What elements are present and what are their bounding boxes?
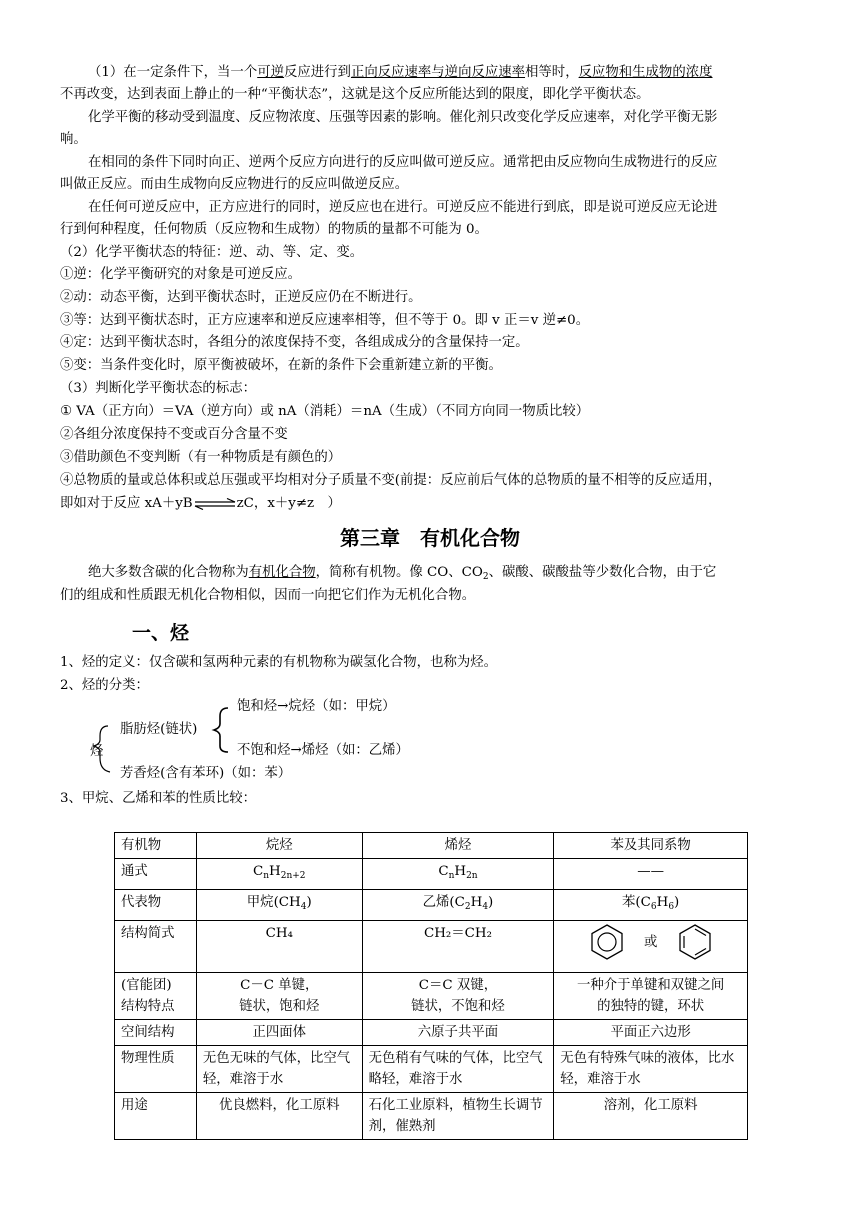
- chapter-intro: 绝大多数含碳的化合物称为有机化合物，简称有机物。像 CO、$CO_2$、碳酸、碳酸盐等少数化合物，由于它: [88, 565, 717, 582]
- section-heading: 一、烃: [132, 622, 190, 644]
- paragraph-line: 行到何种程度，任何物质（反应物和生成物）的物质的量都不可能为 0。: [60, 222, 488, 237]
- row-label: 物理性质: [115, 1046, 197, 1093]
- table-row: [115, 890, 748, 921]
- struct-alkane: CH₄: [196, 921, 362, 973]
- feature-item: ②动：动态平衡，达到平衡状态时，正逆反应仍在不断进行。: [60, 290, 422, 305]
- table-row: [115, 833, 748, 859]
- phys-benzene: 无色有特殊气味的液体，比水轻，难溶于水: [554, 1046, 748, 1093]
- paragraph-factors: 化学平衡的移动受到温度、反应物浓度、压强等因素的影响。催化剂只改变化学反应速率，对化学平衡无影: [88, 110, 718, 125]
- rep-alkene: 乙烯$(C_2H_4)$: [362, 890, 554, 921]
- class-unsaturated: 不饱和烃→烯烃（如：乙烯）: [237, 743, 409, 758]
- criteria-reaction-line: 即如对于反应 xA＋yB zC，x＋y≠z ）: [60, 496, 341, 511]
- phys-alkene: 无色稍有气味的气体，比空气略轻，难溶于水: [362, 1046, 554, 1093]
- row-label: 通式: [115, 859, 197, 890]
- reversible-arrow-icon: [193, 498, 237, 510]
- class-saturated: 饱和烃→烷烃（如：甲烷）: [237, 699, 396, 714]
- paragraph-line: 响。: [60, 132, 87, 147]
- rep-benzene: 苯$(C_6H_6)$: [554, 890, 748, 921]
- table-row: [115, 859, 748, 890]
- table-row: [115, 973, 748, 1020]
- table-header: 苯及其同系物: [554, 833, 748, 859]
- row-label: (官能团) 结构特点: [115, 973, 197, 1020]
- feature-item: ①逆：化学平衡研究的对象是可逆反应。: [60, 267, 302, 282]
- fg-alkane: C－C 单键， 链状，饱和烃: [196, 973, 362, 1020]
- row-label: 用途: [115, 1093, 197, 1140]
- table-row: [115, 1093, 748, 1140]
- table-row: [115, 1020, 748, 1046]
- formula-alkene: $C_nH_{2n}$: [362, 859, 554, 890]
- struct-benzene: 或: [554, 921, 748, 973]
- phys-alkane: 无色无味的气体，比空气轻，难溶于水: [196, 1046, 362, 1093]
- space-alkene: 六原子共平面: [362, 1020, 554, 1046]
- underline-reversible: 可逆: [257, 65, 284, 80]
- underline-concentration: 反应物和生成物的浓度: [578, 65, 713, 80]
- table-row: [115, 921, 748, 973]
- criteria-item: ① VA（正方向）＝VA（逆方向）或 nA（消耗）＝nA（生成）（不同方向同一物质比较）: [60, 404, 590, 419]
- table-row: [115, 1046, 748, 1093]
- class-aromatic: 芳香烃(含有苯环)（如：苯）: [120, 766, 292, 781]
- paragraph-line: 叫做正反应。而由生成物向反应物进行的反应叫做逆反应。: [60, 177, 409, 192]
- use-benzene: 溶剂，化工原料: [554, 1093, 748, 1140]
- paragraph-equilibrium-definition: （1）在一定条件下，当一个可逆反应进行到正向反应速率与逆向反应速率相等时，反应物和生成物的浓度: [88, 65, 713, 80]
- fg-benzene: 一种介于单键和双键之间 的独特的键，环状: [554, 973, 748, 1020]
- use-alkane: 优良燃料，化工原料: [196, 1093, 362, 1140]
- paragraph-reversible: 在相同的条件下同时向正、逆两个反应方向进行的反应叫做可逆反应。通常把由反应物向生成物进行的反应: [88, 155, 718, 170]
- paragraph-line: 们的组成和性质跟无机化合物相似，因而一向把它们作为无机化合物。: [60, 588, 476, 603]
- class-aliphatic: 脂肪烃(链状): [120, 722, 198, 737]
- comparison-table: [114, 832, 748, 1140]
- compare-title: 3、甲烷、乙烯和苯的性质比较：: [60, 791, 256, 806]
- features-title: （2）化学平衡状态的特征：逆、动、等、定、变。: [60, 245, 364, 260]
- underline-rates: 正向反应速率与逆向反应速率: [350, 65, 526, 80]
- class-root: 烃: [90, 744, 104, 759]
- paragraph-line: 不再改变，达到表面上静止的一种“平衡状态”，这就是这个反应所能达到的限度，即化学平衡状态。: [60, 87, 650, 102]
- criteria-item: ②各组分浓度保持不变或百分含量不变: [60, 427, 288, 442]
- feature-item: ⑤变：当条件变化时，原平衡被破坏，在新的条件下会重新建立新的平衡。: [60, 358, 502, 373]
- classification-title: 2、烃的分类：: [60, 678, 149, 693]
- feature-item: ③等：达到平衡状态时，正方应速率和逆反应速率相等，但不等于 0。即 v 正＝v 逆≠0。: [60, 313, 590, 328]
- row-label: 空间结构: [115, 1020, 197, 1046]
- table-header: 烷烃: [196, 833, 362, 859]
- feature-item: ④定：达到平衡状态时，各组分的浓度保持不变，各组成成分的含量保持一定。: [60, 335, 529, 350]
- space-alkane: 正四面体: [196, 1020, 362, 1046]
- row-label: 结构简式: [115, 921, 197, 973]
- criteria-item: ④总物质的量或总体积或总压强或平均相对分子质量不变(前提：反应前后气体的总物质的量不相等的反应适用，: [60, 473, 722, 488]
- use-alkene: 石化工业原料，植物生长调节剂，催熟剂: [362, 1093, 554, 1140]
- rep-alkane: 甲烷$(CH_4)$: [196, 890, 362, 921]
- formula-alkane: $C_nH_{2n+2}$: [196, 859, 362, 890]
- criteria-title: （3）判断化学平衡状态的标志：: [60, 381, 256, 396]
- criteria-item: ③借助颜色不变判断（有一种物质是有颜色的）: [60, 450, 342, 465]
- space-benzene: 平面正六边形: [554, 1020, 748, 1046]
- benzene-ring-circle-icon: [590, 923, 624, 961]
- underline-organic-compound: 有机化合物: [248, 565, 316, 580]
- table-cell: ——: [554, 859, 748, 890]
- hydrocarbon-definition: 1、烃的定义：仅含碳和氢两种元素的有机物称为碳氢化合物，也称为烃。: [60, 655, 498, 670]
- paragraph-never-complete: 在任何可逆反应中，正方应进行的同时，逆反应也在进行。可逆反应不能进行到底，即是说可逆反应无论进: [88, 200, 718, 215]
- row-label: 代表物: [115, 890, 197, 921]
- table-header: 有机物: [115, 833, 197, 859]
- chapter-title: 第三章 有机化合物: [340, 526, 520, 550]
- table-header: 烯烃: [362, 833, 554, 859]
- benzene-kekule-icon: [678, 923, 712, 961]
- fg-alkene: C＝C 双键， 链状，不饱和烃: [362, 973, 554, 1020]
- struct-alkene: CH₂＝CH₂: [362, 921, 554, 973]
